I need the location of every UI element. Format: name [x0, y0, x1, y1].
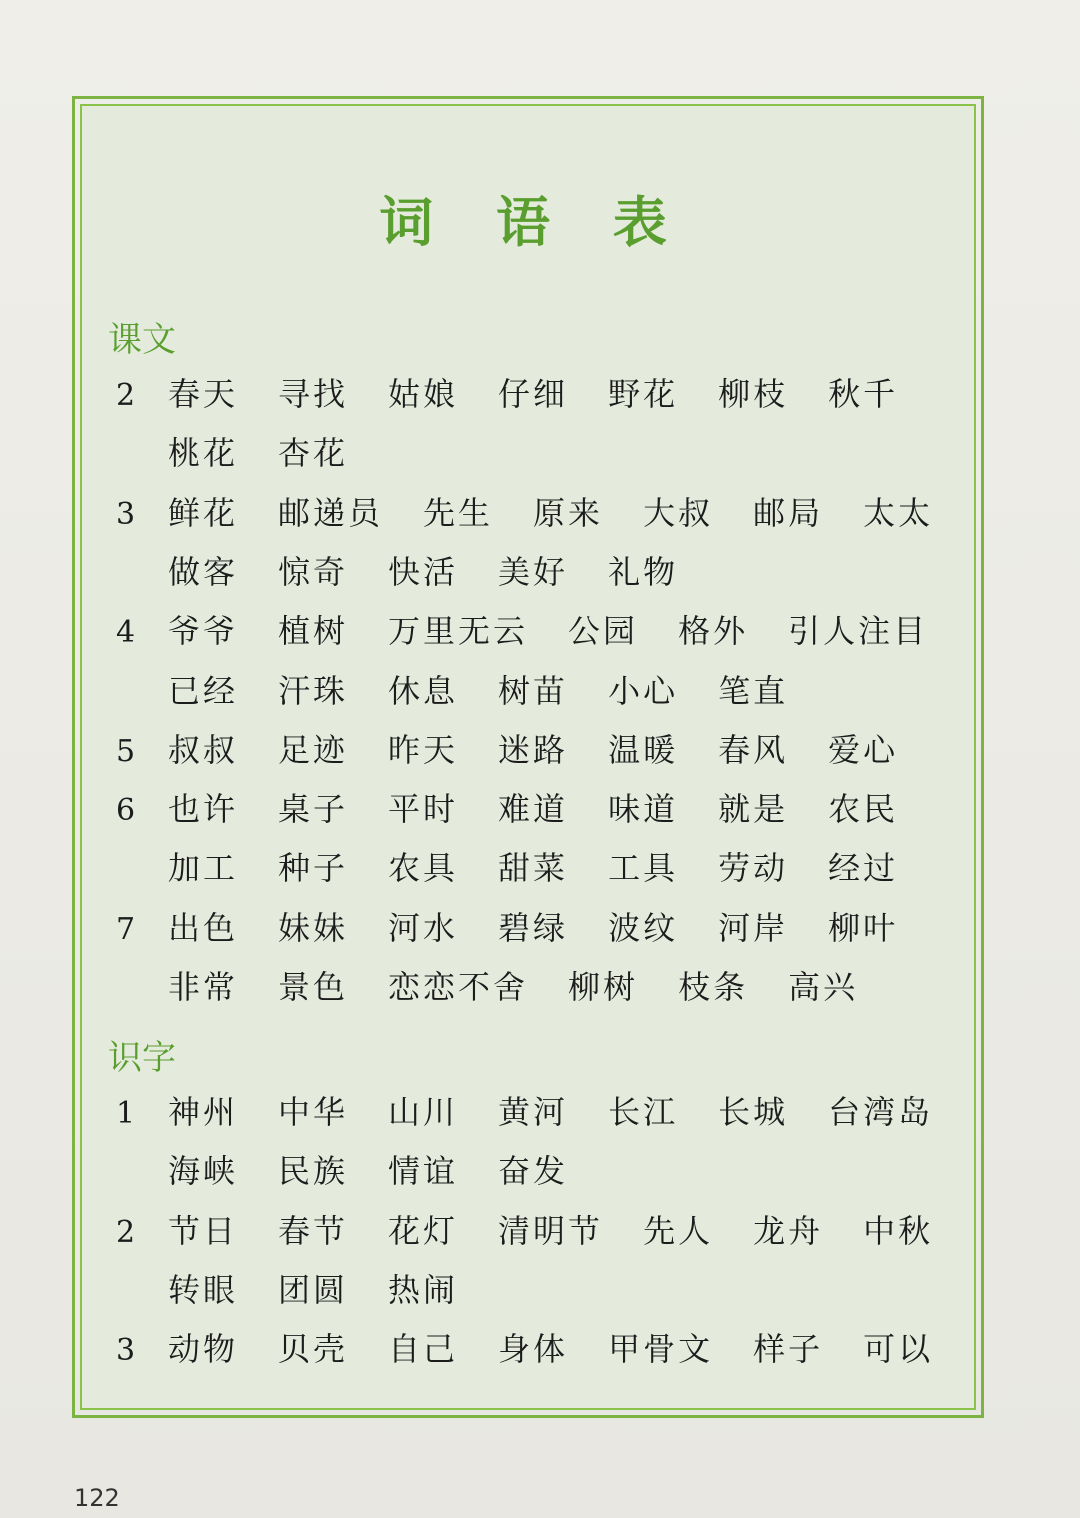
vocab-word: 农民 — [828, 790, 899, 828]
vocab-word: 团圆 — [278, 1271, 349, 1309]
vocab-word: 情谊 — [388, 1152, 459, 1190]
vocab-word: 太太 — [863, 494, 934, 532]
vocab-word: 小心 — [608, 672, 679, 710]
vocab-word: 景色 — [278, 968, 349, 1006]
word-group — [168, 1093, 973, 1131]
vocab-word: 柳叶 — [828, 909, 899, 947]
vocab-word: 先人 — [643, 1212, 714, 1250]
vocab-word: 甲骨文 — [608, 1330, 714, 1368]
vocab-word: 动物 — [168, 1330, 239, 1368]
section-heading: 识字 — [108, 1038, 176, 1078]
vocab-row — [116, 961, 898, 1013]
vocab-row — [116, 902, 938, 954]
vocab-row — [116, 605, 968, 657]
vocab-row — [116, 427, 388, 479]
vocab-word: 加工 — [168, 849, 239, 887]
vocab-word: 清明节 — [498, 1212, 604, 1250]
vocab-word: 惊奇 — [278, 553, 349, 591]
vocab-row — [116, 1323, 973, 1375]
vocab-word: 劳动 — [718, 849, 789, 887]
word-group — [168, 849, 938, 887]
vocab-word: 农具 — [388, 849, 459, 887]
vocab-word: 可以 — [863, 1330, 934, 1368]
vocab-word: 昨天 — [388, 731, 459, 769]
vocab-word: 龙舟 — [753, 1212, 824, 1250]
word-group — [168, 1212, 973, 1250]
vocab-word: 爷爷 — [168, 612, 239, 650]
vocab-word: 春节 — [278, 1212, 349, 1250]
vocab-word: 台湾岛 — [828, 1093, 934, 1131]
vocab-word: 样子 — [753, 1330, 824, 1368]
vocab-word: 足迹 — [278, 731, 349, 769]
vocab-word: 已经 — [168, 672, 239, 710]
vocab-word: 非常 — [168, 968, 239, 1006]
vocab-word: 出色 — [168, 909, 239, 947]
word-group — [168, 790, 938, 828]
vocab-word: 花灯 — [388, 1212, 459, 1250]
section-heading: 课文 — [108, 320, 176, 360]
vocab-word: 河岸 — [718, 909, 789, 947]
vocab-word: 邮递员 — [278, 494, 384, 532]
lesson-number: 6 — [116, 793, 136, 828]
word-group — [168, 1152, 608, 1190]
vocab-word: 礼物 — [608, 553, 679, 591]
vocab-row — [116, 724, 938, 776]
word-group — [168, 909, 938, 947]
vocab-word: 柳枝 — [718, 375, 789, 413]
vocab-word: 植树 — [278, 612, 349, 650]
vocab-word: 海峡 — [168, 1152, 239, 1190]
vocab-word: 休息 — [388, 672, 459, 710]
vocab-word: 大叔 — [643, 494, 714, 532]
vocab-word: 中华 — [278, 1093, 349, 1131]
vocab-word: 万里无云 — [388, 612, 529, 650]
vocab-word: 姑娘 — [388, 375, 459, 413]
word-group — [168, 494, 973, 532]
vocab-word: 就是 — [718, 790, 789, 828]
vocab-word: 桃花 — [168, 434, 239, 472]
vocab-word: 热闹 — [388, 1271, 459, 1309]
page-number: 122 — [74, 1484, 120, 1512]
vocab-word: 笔直 — [718, 672, 789, 710]
vocab-word: 爱心 — [828, 731, 899, 769]
lesson-number: 1 — [116, 1096, 136, 1131]
word-group — [168, 731, 938, 769]
vocab-word: 味道 — [608, 790, 679, 828]
vocab-word: 温暖 — [608, 731, 679, 769]
vocab-word: 做客 — [168, 553, 239, 591]
vocab-word: 黄河 — [498, 1093, 569, 1131]
vocab-word: 难道 — [498, 790, 569, 828]
vocab-word: 长城 — [718, 1093, 789, 1131]
vocab-row — [116, 1145, 608, 1197]
vocab-word: 身体 — [498, 1330, 569, 1368]
vocab-row — [116, 665, 828, 717]
vocab-word: 波纹 — [608, 909, 679, 947]
vocab-word: 枝条 — [678, 968, 749, 1006]
vocab-word: 妹妹 — [278, 909, 349, 947]
vocab-word: 柳树 — [568, 968, 639, 1006]
word-group — [168, 612, 968, 650]
vocab-word: 寻找 — [278, 375, 349, 413]
lesson-number: 4 — [116, 615, 136, 650]
word-group — [168, 672, 828, 710]
vocab-row — [116, 842, 938, 894]
vocab-word: 杏花 — [278, 434, 349, 472]
vocab-word: 春天 — [168, 375, 239, 413]
vocab-word: 神州 — [168, 1093, 239, 1131]
vocab-word: 种子 — [278, 849, 349, 887]
vocab-row — [116, 368, 938, 420]
vocab-word: 美好 — [498, 553, 569, 591]
vocab-word: 格外 — [678, 612, 749, 650]
vocab-word: 贝壳 — [278, 1330, 349, 1368]
vocab-word: 转眼 — [168, 1271, 239, 1309]
vocab-word: 邮局 — [753, 494, 824, 532]
vocab-word: 经过 — [828, 849, 899, 887]
vocab-word: 河水 — [388, 909, 459, 947]
word-group — [168, 1330, 973, 1368]
vocab-word: 原来 — [533, 494, 604, 532]
vocab-word: 碧绿 — [498, 909, 569, 947]
vocab-word: 春风 — [718, 731, 789, 769]
vocab-word: 汗珠 — [278, 672, 349, 710]
vocab-word: 快活 — [388, 553, 459, 591]
word-group — [168, 553, 718, 591]
word-group — [168, 1271, 498, 1309]
vocab-row — [116, 783, 938, 835]
vocab-row — [116, 1264, 498, 1316]
word-group — [168, 375, 938, 413]
vocab-word: 工具 — [608, 849, 679, 887]
vocab-word: 中秋 — [863, 1212, 934, 1250]
vocab-word: 叔叔 — [168, 731, 239, 769]
lesson-number: 7 — [116, 912, 136, 947]
vocab-word: 也许 — [168, 790, 239, 828]
vocab-word: 平时 — [388, 790, 459, 828]
vocab-word: 甜菜 — [498, 849, 569, 887]
page-title: 词 语 表 — [379, 190, 689, 254]
word-group — [168, 968, 898, 1006]
word-group — [168, 434, 388, 472]
vocab-word: 节日 — [168, 1212, 239, 1250]
vocab-word: 自己 — [388, 1330, 459, 1368]
lesson-number: 2 — [116, 1215, 136, 1250]
vocab-row — [116, 1205, 973, 1257]
lesson-number: 5 — [116, 734, 136, 769]
vocab-word: 长江 — [608, 1093, 679, 1131]
vocab-word: 奋发 — [498, 1152, 569, 1190]
lesson-number: 3 — [116, 497, 136, 532]
vocab-word: 仔细 — [498, 375, 569, 413]
vocab-word: 民族 — [278, 1152, 349, 1190]
vocab-word: 公园 — [568, 612, 639, 650]
vocab-word: 桌子 — [278, 790, 349, 828]
vocab-word: 野花 — [608, 375, 679, 413]
vocab-word: 恋恋不舍 — [388, 968, 529, 1006]
vocab-word: 山川 — [388, 1093, 459, 1131]
vocab-word: 秋千 — [828, 375, 899, 413]
vocab-row — [116, 546, 718, 598]
vocab-word: 引人注目 — [788, 612, 929, 650]
vocab-word: 鲜花 — [168, 494, 239, 532]
vocab-row — [116, 1086, 973, 1138]
lesson-number: 2 — [116, 378, 136, 413]
vocab-word: 迷路 — [498, 731, 569, 769]
vocab-word: 高兴 — [788, 968, 859, 1006]
vocab-word: 树苗 — [498, 672, 569, 710]
lesson-number: 3 — [116, 1333, 136, 1368]
vocab-row — [116, 487, 973, 539]
vocab-word: 先生 — [423, 494, 494, 532]
